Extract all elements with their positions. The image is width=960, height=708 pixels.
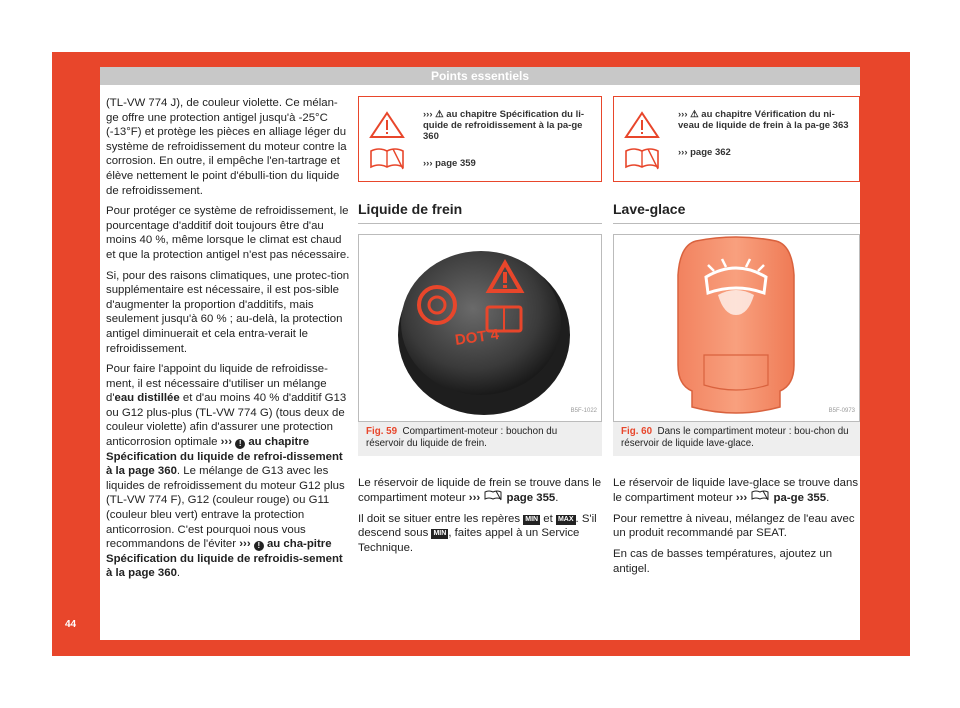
figure-caption <box>358 422 602 456</box>
figure-number: Fig. 60 <box>621 425 653 437</box>
page-header: Points essentiels <box>100 67 860 85</box>
exclamation-icon: ! <box>254 541 264 551</box>
column-2 <box>358 96 602 562</box>
warning-reference-link[interactable]: ››› ⚠ au chapitre Vérification du ni-veau de liquide de frein à la pa-ge 363 <box>678 109 849 131</box>
washer-fluid-cap-illustration <box>614 235 859 421</box>
text: . S'il descend sous <box>358 512 597 540</box>
figure-washer-fluid-cap <box>613 234 860 422</box>
caption-text: Dans le compartiment moteur : bou-chon du réservoir de liquide lave-glace. <box>621 425 849 449</box>
link-arrows[interactable]: ››› <box>468 492 484 505</box>
cross-reference-link[interactable]: au cha-pitre Spécification du liquide de refroidis-sement à la page 360 <box>106 538 343 580</box>
link-arrows[interactable]: ››› <box>220 436 232 449</box>
cross-reference-link[interactable]: au chapitre Spécification du liquide de refroi-dissement à la page 360 <box>106 436 343 478</box>
paragraph: (TL-VW 774 J), de couleur violette. Ce mélan-ge offre une protection antigel jusqu'à -25°C (-13°F) et protège les pièces en alliage léger du système de refroidissement du moteur contre la corrosion. En outre, il empêche l'en-tartrage et élève nettement le point d'ébulli-tion du liquide de refroidissement. <box>106 97 347 197</box>
figure-brake-fluid-cap <box>358 234 602 422</box>
manual-book-icon <box>750 490 770 501</box>
figure-code: B5F-1022 <box>570 408 597 414</box>
warning-box <box>613 96 860 182</box>
column-1 <box>106 96 350 587</box>
page-reference-link[interactable]: ››› page 362 <box>678 147 731 158</box>
caption-text: Compartiment-moteur : bouchon du réservoir du liquide de frein. <box>366 425 558 449</box>
min-marker: MIN <box>433 530 447 538</box>
warning-box <box>358 96 602 182</box>
page-reference-link[interactable]: ››› page 359 <box>423 158 476 169</box>
paragraph <box>106 362 350 581</box>
text: et <box>540 512 556 525</box>
paragraph <box>613 476 860 506</box>
text: Il doit se situer entre les repères <box>358 512 524 525</box>
link-arrows[interactable]: ››› <box>735 492 751 505</box>
manual-book-icon <box>622 145 662 173</box>
warning-reference-link[interactable]: ››› ⚠ au chapitre Spécification du li-quide de refroidissement à la pa-ge 360 <box>423 109 585 142</box>
paragraph: Pour remettre à niveau, mélangez de l'eau avec un produit recommandé par SEAT. <box>613 512 855 540</box>
figure-code: B5F-0973 <box>828 408 855 414</box>
paragraph: Si, pour des raisons climatiques, une protec-tion supplémentaire est nécessaire, il est pos-sible d'augmenter la proportion d'additifs, mais seulement jusqu'à 60 % ; au-delà, la protection antigel diminuerait et cela entra-verait le refroidissement. <box>106 269 350 355</box>
section-title: Lave-glace <box>613 202 860 224</box>
section-title: Liquide de frein <box>358 202 602 224</box>
text: , faites appel à un Service Technique. <box>358 527 580 554</box>
cap-label: DOT 4 <box>453 325 501 349</box>
paragraph: Pour protéger ce système de refroidissement, le pourcentage d'additif doit toujours être d'au moins 40 %, même lorsque le climat est chaud et que la protection antigel n'est pas nécessaire. <box>106 205 350 261</box>
max-marker: MAX <box>557 515 574 523</box>
column-3 <box>613 96 860 582</box>
text: et d'au moins 40 % d'additif G13 ou G12 plus-plus (TL-VW 774 G) (tous deux de couleur violette) afin d'assurer une protection anticorrosion optimale <box>106 392 347 449</box>
text: . <box>555 492 559 505</box>
page-reference-link[interactable]: page 355 <box>503 492 556 505</box>
paragraph: En cas de basses températures, ajoutez un antigel. <box>613 547 833 575</box>
text: Le réservoir de liquide lave-glace se trouve dans le compartiment moteur <box>613 476 859 505</box>
text: . <box>826 492 830 505</box>
text: . Le mélange de G13 avec les liquides de refroidissement du moteur G12 plus (TL-VW 774 F), G12 (couleur rouge) ou G11 (couleur bleu vert) entrave la protection anticorrosion. C'est pourquoi nous vous recommandons de l'éviter <box>106 465 345 551</box>
text: Le réservoir de liquide de frein se trouve dans le compartiment moteur <box>358 476 602 505</box>
manual-book-icon <box>483 490 503 501</box>
bold-text: eau distillée <box>114 392 180 405</box>
exclamation-icon: ! <box>235 439 245 449</box>
paragraph <box>358 476 602 506</box>
link-arrows[interactable]: ››› <box>239 538 251 551</box>
text: . <box>176 567 181 580</box>
figure-caption <box>613 422 860 456</box>
page-number: 44 <box>65 619 77 630</box>
page-reference-link[interactable]: pa-ge 355 <box>770 492 827 505</box>
manual-book-icon <box>367 145 407 173</box>
text: Pour faire l'appoint du liquide de refroidisse-ment, il est nécessaire d'utiliser un mélange d' <box>106 363 328 405</box>
paragraph <box>358 512 602 556</box>
figure-number: Fig. 59 <box>366 425 398 437</box>
min-marker: MIN <box>525 515 539 523</box>
